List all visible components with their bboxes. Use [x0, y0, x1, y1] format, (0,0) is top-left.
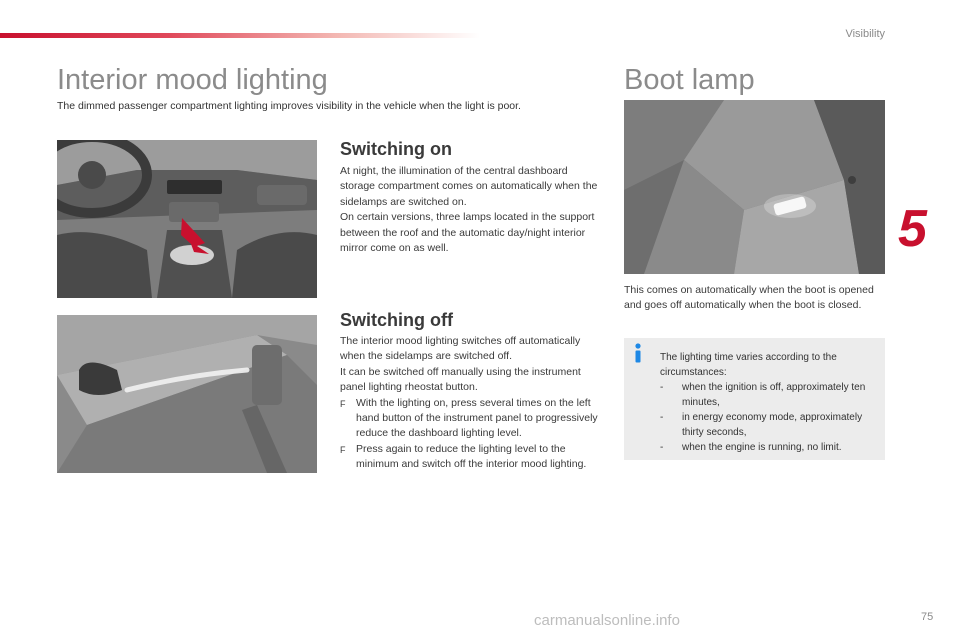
intro-text: The dimmed passenger compartment lighting improves visibility in the vehicle when the light is poor.: [57, 100, 521, 112]
switching-off-paragraph-2: It can be switched off manually using the instrument panel lighting rheostat button.: [340, 365, 581, 394]
info-item: - when the engine is running, no limit.: [660, 442, 842, 453]
section-label: Visibility: [845, 28, 885, 40]
bullet-item: [340, 396, 602, 442]
switching-on-paragraph-2: On certain versions, three lamps located in the support between the roof and the automatic day/night interior mirror come on as well.: [340, 211, 595, 255]
info-intro: The lighting time varies according to the circumstances:: [660, 352, 837, 378]
bullet-mark: F: [340, 444, 346, 455]
switching-on-paragraph-1: At night, the illumination of the central dashboard storage compartment comes on automatically when the sidelamps are switched on.: [340, 165, 598, 208]
info-item: - in energy economy mode, approximately thirty seconds,: [660, 412, 863, 438]
dashboard-image: [57, 140, 317, 298]
page-number: 75: [921, 611, 934, 623]
boot-lamp-title: Boot lamp: [624, 64, 755, 96]
chapter-number: 5: [898, 200, 927, 258]
bullet-item: [340, 442, 602, 473]
switching-off-paragraph-1: The interior mood lighting switches off automatically when the sidelamps are switched off.: [340, 335, 581, 363]
switching-on-text: [340, 164, 602, 256]
boot-lamp-text: This comes on automatically when the boot is opened and goes off automatically when the boot is closed.: [624, 284, 874, 312]
bullet-text: Press again to reduce the lighting level to the minimum and switch off the interior mood lighting.: [356, 442, 587, 471]
bullet-text: With the lighting on, press several times on the left hand button of the instrument panel to progressively reduce the dashboard lighting level.: [356, 396, 598, 440]
bullet-mark: F: [340, 398, 346, 409]
interior-mirror-image: [57, 315, 317, 473]
boot-lamp-image: [624, 100, 885, 274]
interior-mood-lighting-title: Interior mood lighting: [57, 64, 328, 96]
info-icon: [632, 342, 644, 364]
switching-off-text: [340, 334, 602, 473]
switching-off-heading: Switching off: [340, 310, 453, 330]
switching-on-heading: Switching on: [340, 139, 452, 159]
info-item: - when the ignition is off, approximately ten minutes,: [660, 382, 866, 408]
section-color-bar: [0, 33, 480, 38]
watermark: carmanualsonline.info: [534, 612, 680, 629]
info-text: [660, 350, 882, 455]
